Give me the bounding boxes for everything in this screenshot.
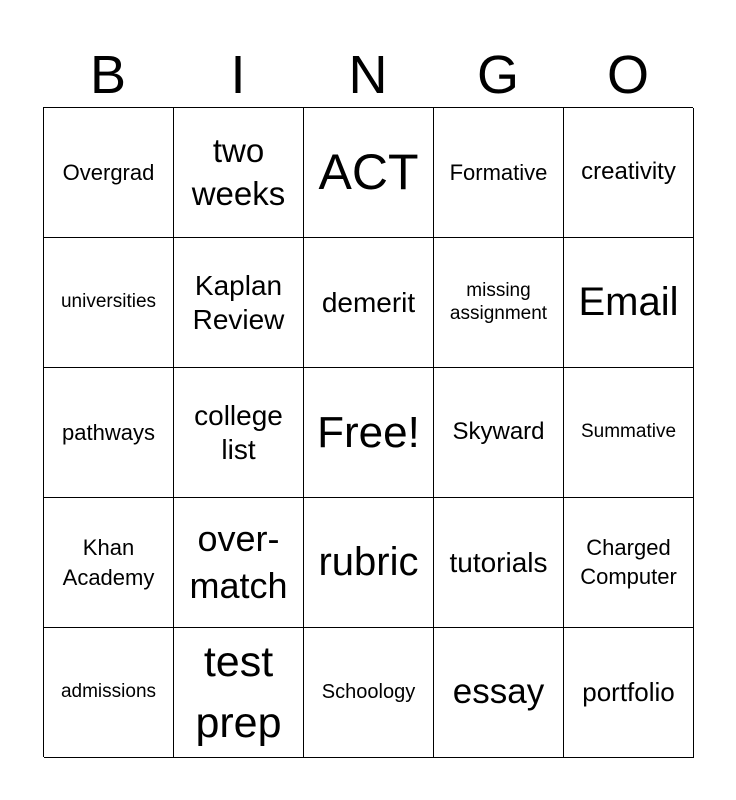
bingo-cell-admissions[interactable]	[44, 628, 174, 758]
cell-label: portfolio	[582, 677, 675, 708]
cell-label: Free!	[317, 407, 420, 457]
bingo-board	[43, 107, 693, 757]
cell-label: Kaplan Review	[192, 270, 285, 335]
bingo-cell-tutorials[interactable]	[434, 498, 564, 628]
bingo-cell-demerit[interactable]	[304, 238, 434, 368]
cell-label: Overgrad	[62, 159, 155, 185]
header-letter-i: I	[230, 45, 246, 105]
cell-label: missing assignment	[449, 280, 548, 324]
bingo-cell-act[interactable]	[304, 108, 434, 238]
cell-label: college list	[194, 400, 283, 465]
header-letter-g: G	[476, 45, 519, 105]
cell-label: tutorials	[449, 546, 548, 578]
cell-label: Skyward	[452, 418, 545, 446]
bingo-cell-charged-computer[interactable]	[564, 498, 694, 628]
bingo-cell-over-match[interactable]	[174, 498, 304, 628]
bingo-cell-portfolio[interactable]	[564, 628, 694, 758]
bingo-cell-kaplan-review[interactable]	[174, 238, 304, 368]
bingo-cell-pathways[interactable]	[44, 368, 174, 498]
header-letter-b: B	[89, 45, 127, 105]
cell-label: Formative	[449, 159, 548, 185]
bingo-cell-creativity[interactable]	[564, 108, 694, 238]
cell-label: two weeks	[191, 131, 286, 212]
cell-label: Summative	[580, 421, 677, 443]
bingo-cell-universities[interactable]	[44, 238, 174, 368]
cell-label: creativity	[581, 158, 676, 186]
bingo-cell-khan-academy[interactable]	[44, 498, 174, 628]
bingo-cell-formative[interactable]	[434, 108, 564, 238]
bingo-cell-skyward[interactable]	[434, 368, 564, 498]
cell-label: ACT	[318, 144, 419, 200]
cell-label: rubric	[318, 539, 419, 584]
bingo-cell-overgrad[interactable]	[44, 108, 174, 238]
header-letter-n: N	[348, 45, 388, 105]
cell-label: essay	[452, 672, 545, 712]
cell-label: Khan Academy	[62, 534, 155, 590]
cell-label: demerit	[321, 286, 416, 318]
cell-label: universities	[60, 291, 157, 313]
cell-label: admissions	[60, 681, 157, 703]
bingo-header	[43, 44, 693, 106]
bingo-cell-essay[interactable]	[434, 628, 564, 758]
cell-label: Email	[578, 279, 679, 324]
bingo-cell-missing-assignment[interactable]	[434, 238, 564, 368]
header-letter-o: O	[606, 45, 649, 105]
bingo-cell-schoology[interactable]	[304, 628, 434, 758]
bingo-cell-rubric[interactable]	[304, 498, 434, 628]
bingo-cell-two-weeks[interactable]	[174, 108, 304, 238]
cell-label: test prep	[195, 638, 282, 747]
bingo-cell-free[interactable]	[304, 368, 434, 498]
cell-label: pathways	[62, 419, 155, 445]
cell-label: Charged Computer	[580, 534, 677, 589]
bingo-cell-summative[interactable]	[564, 368, 694, 498]
cell-label: over- match	[189, 517, 288, 606]
bingo-cell-test-prep[interactable]	[174, 628, 304, 758]
cell-label: Schoology	[321, 680, 416, 703]
bingo-cell-email[interactable]	[564, 238, 694, 368]
bingo-cell-college-list[interactable]	[174, 368, 304, 498]
